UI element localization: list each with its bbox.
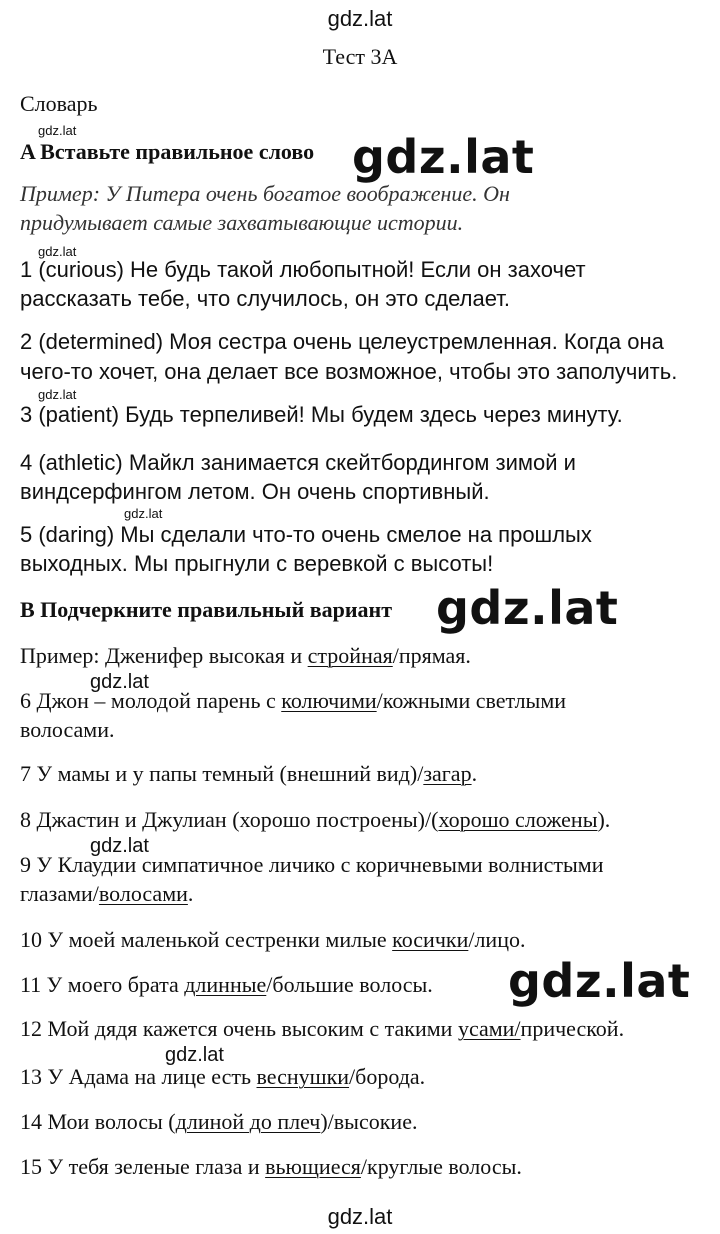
part-a-item: рассказать тебе, что случилось, он это сделает. (20, 286, 511, 311)
header-watermark: gdz.lat (327, 6, 393, 31)
watermark-medium: gdz.lat (165, 1044, 224, 1066)
watermark-large: gdz.lat (508, 954, 691, 1008)
watermark-small: gdz.lat (38, 123, 77, 138)
part-b-item: 8 Джастин и Джулиан (хорошо построены)/(хорошо сложены). (20, 807, 611, 832)
part-b-heading: B Подчеркните правильный вариант (20, 597, 393, 622)
part-a-item: выходных. Мы прыгнули с веревкой с высоты! (20, 551, 494, 576)
part-a-item: 3 (patient) Будь терпеливей! Мы будем здесь через минуту. (20, 402, 623, 427)
part-a-item: чего-то хочет, она делает все возможное, чтобы это заполучить. (20, 359, 678, 384)
part-b-item: волосами. (20, 717, 115, 742)
part-a-item: 4 (athletic) Майкл занимается скейтбордингом зимой и (20, 450, 576, 475)
footer-watermark: gdz.lat (327, 1204, 393, 1229)
watermark-small: gdz.lat (124, 506, 163, 521)
part-b-example: Пример: Дженифер высокая и стройная/прямая. (20, 643, 471, 668)
part-a-heading: A Вставьте правильное слово (20, 139, 315, 164)
part-a-item: 5 (daring) Мы сделали что-то очень смелое на прошлых (20, 522, 592, 547)
part-b-item: 10 У моей маленькой сестренки милые косички/лицо. (20, 927, 526, 952)
part-b-item: 13 У Адама на лице есть веснушки/борода. (20, 1064, 426, 1089)
watermark-large: gdz.lat (352, 130, 535, 184)
part-b-item: 9 У Клаудии симпатичное личико с коричневыми волнистыми (20, 852, 604, 877)
watermark-medium: gdz.lat (90, 835, 149, 857)
part-a-example-line1: Пример: У Питера очень богатое воображение. Он (20, 181, 510, 206)
part-a-example-line2: придумывает самые захватывающие истории. (20, 210, 464, 235)
watermark-small: gdz.lat (38, 387, 77, 402)
part-b-item: 6 Джон – молодой парень с колючими/кожными светлыми (20, 688, 567, 713)
part-b-item: 11 У моего брата длинные/большие волосы. (20, 972, 433, 997)
part-a-item: 1 (curious) Не будь такой любопытной! Если он захочет (20, 257, 586, 282)
part-b-item: глазами/волосами. (20, 881, 194, 906)
section-label: Словарь (20, 91, 98, 116)
part-a-item: 2 (determined) Моя сестра очень целеустремленная. Когда она (20, 329, 664, 354)
part-b-item: 12 Мой дядя кажется очень высоким с такими усами/прической. (20, 1016, 625, 1041)
page-title: Тест 3А (322, 44, 398, 69)
part-b-item: 7 У мамы и у папы темный (внешний вид)/загар. (20, 761, 478, 786)
part-a-item: виндсерфингом летом. Он очень спортивный. (20, 479, 490, 504)
part-b-item: 15 У тебя зеленые глаза и вьющиеся/круглые волосы. (20, 1154, 522, 1179)
part-b-item: 14 Мои волосы (длиной до плеч)/высокие. (20, 1109, 418, 1134)
watermark-small: gdz.lat (38, 244, 77, 259)
watermark-large: gdz.lat (436, 581, 619, 635)
watermark-medium: gdz.lat (90, 671, 149, 693)
